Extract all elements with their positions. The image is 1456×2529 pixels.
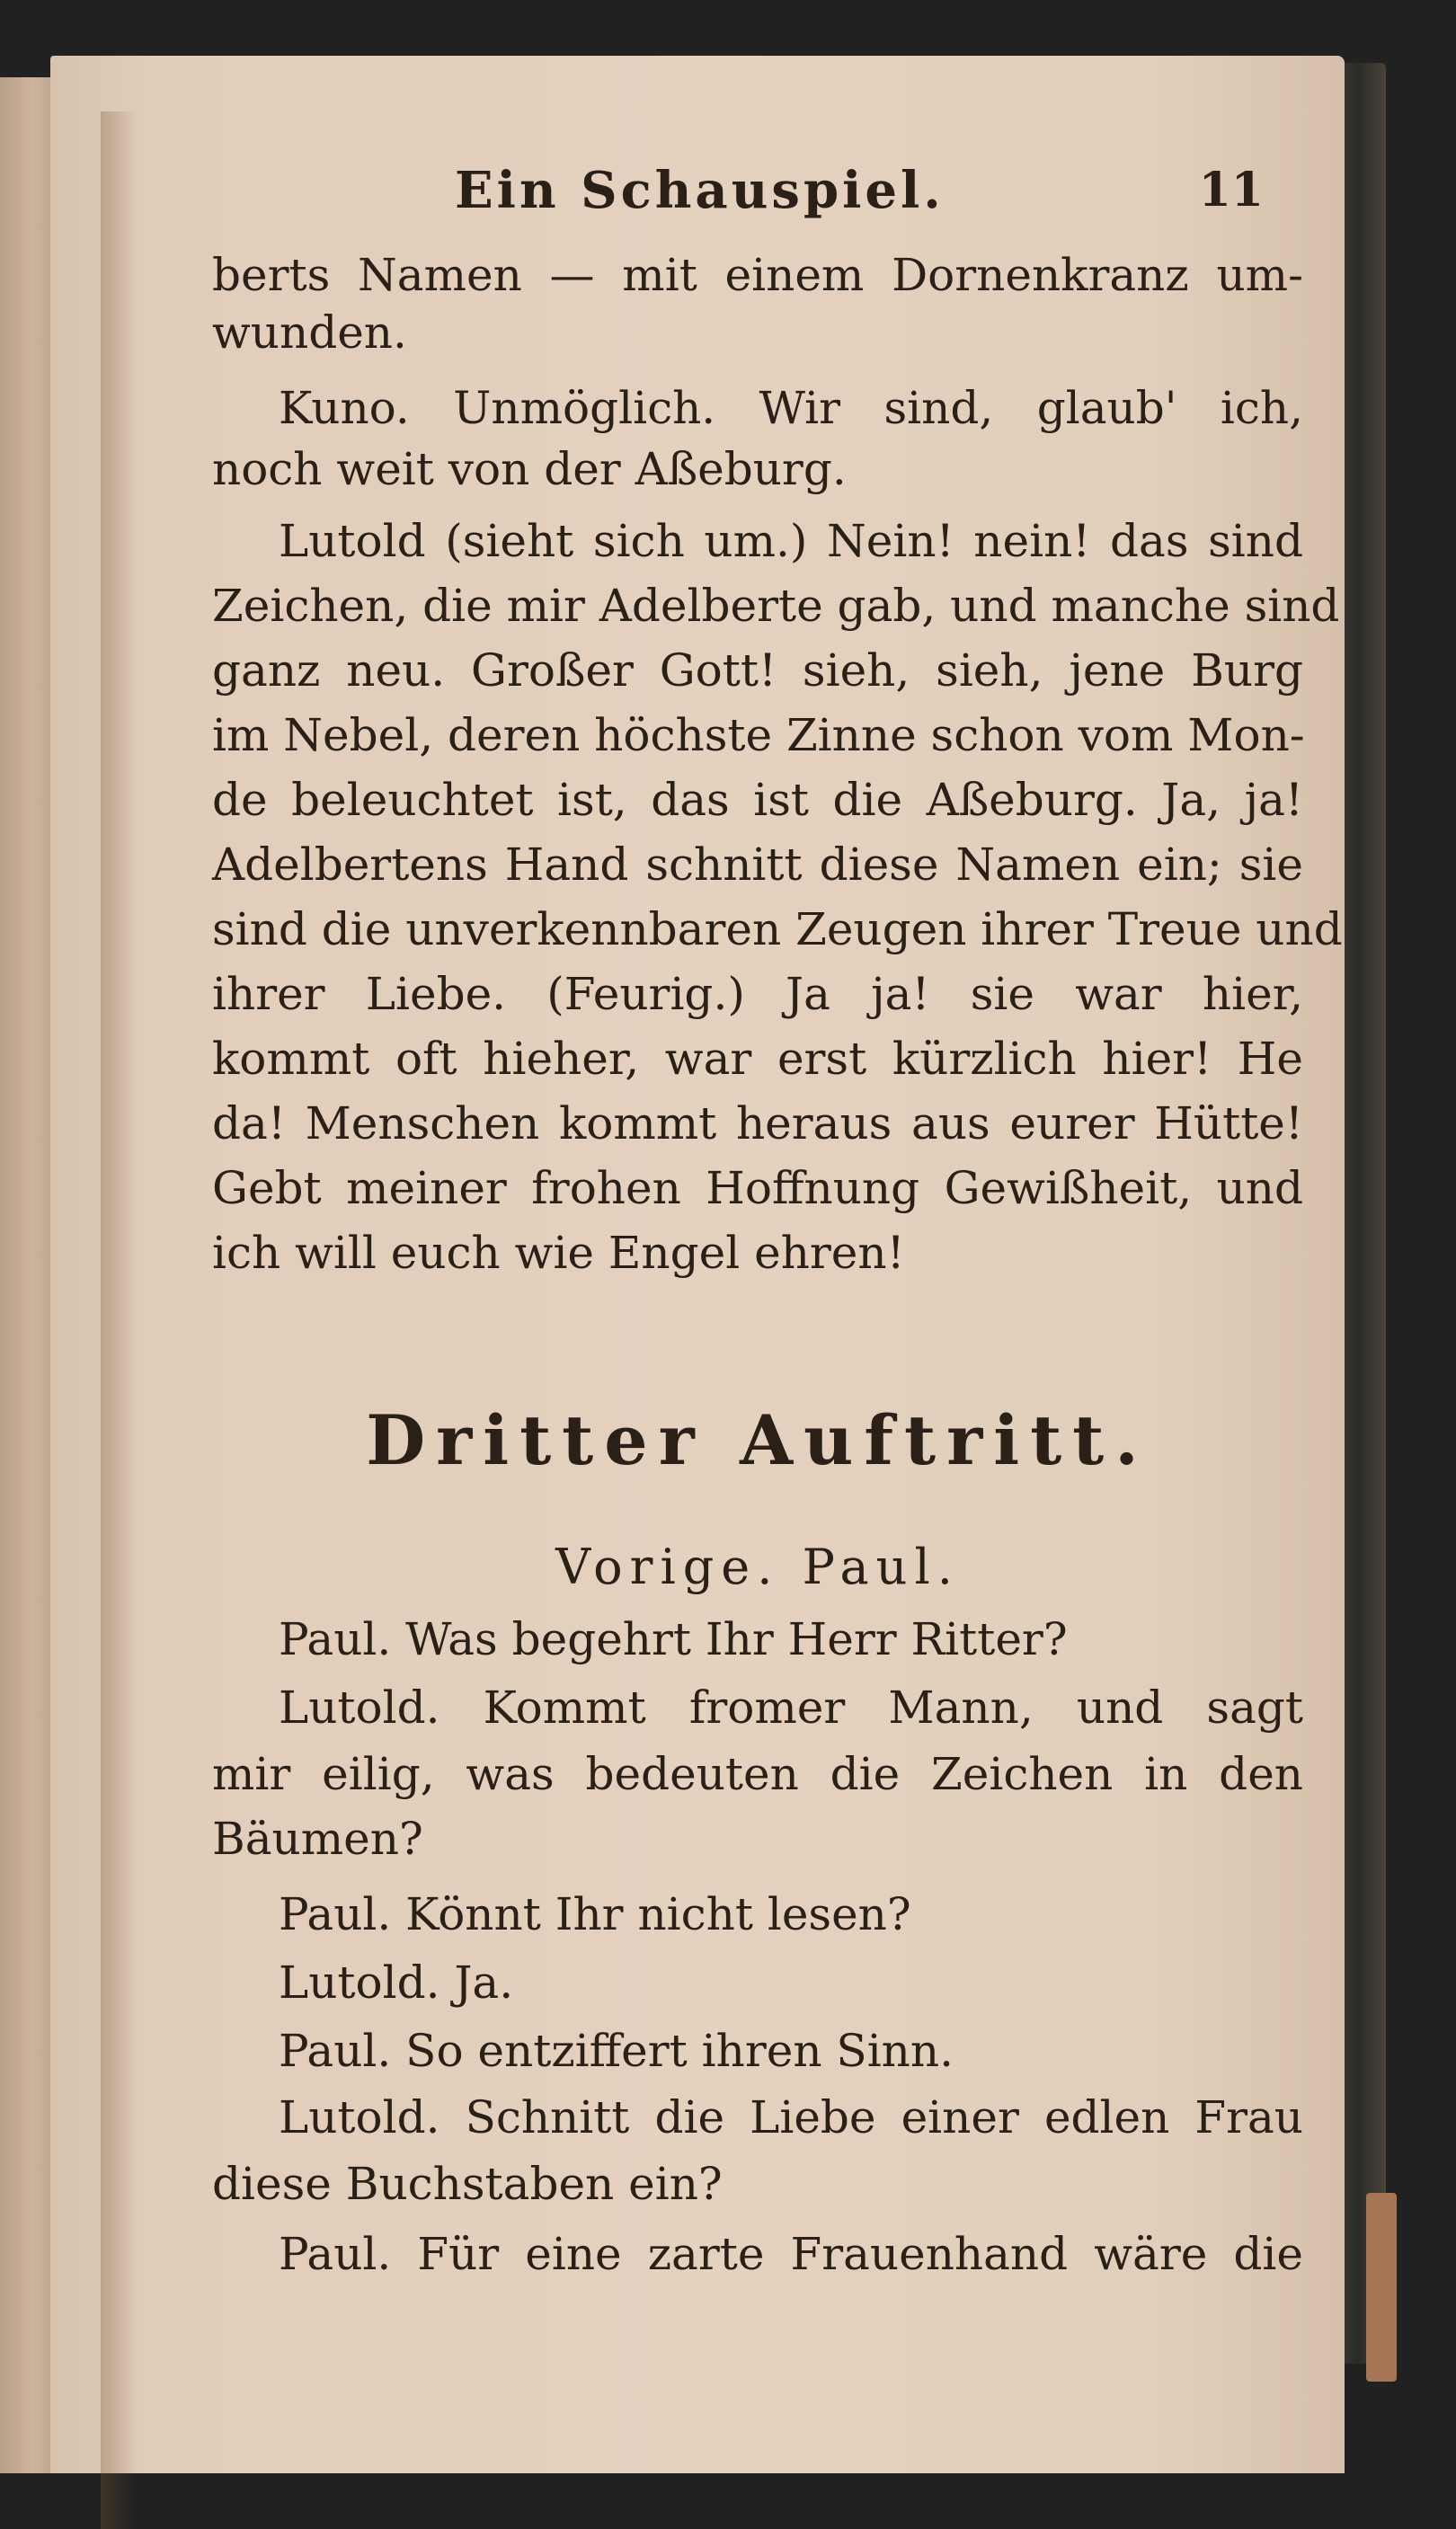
dialogue-line: Lutold. Ja. [279, 1957, 514, 2009]
scene-heading: Dritter Auftritt. [366, 1400, 1150, 1480]
dialogue-line: Paul. Könnt Ihr nicht lesen? [279, 1888, 911, 1940]
text-line: Kuno. Unmöglich. Wir sind, glaub' ich, [279, 382, 1303, 434]
dialogue-line: Lutold. Schnitt die Liebe einer edlen Frau [279, 2091, 1303, 2143]
text-line: Adelbertens Hand schnitt diese Namen ein; sie [212, 839, 1303, 891]
dialogue-line: diese Buchstaben ein? [212, 2158, 723, 2210]
dialogue-line: mir eilig, was bedeuten die Zeichen in den [212, 1748, 1303, 1800]
text-line: berts Namen — mit einem Dornenkranz um- [212, 249, 1303, 301]
page-text [50, 56, 1345, 2473]
text-line: kommt oft hieher, war erst kürzlich hier! He [212, 1033, 1303, 1085]
text-line: ich will euch wie Engel ehren! [212, 1227, 905, 1279]
running-title: Ein Schauspiel. [455, 161, 945, 220]
book-cover-edge [1339, 63, 1386, 2364]
text-line: Lutold (sieht sich um.) Nein! nein! das sind [279, 515, 1303, 567]
dialogue-line: Lutold. Kommt fromer Mann, und sagt [279, 1682, 1303, 1734]
cover-worn-corner [1366, 2193, 1397, 2382]
book-page [50, 56, 1345, 2473]
text-line: ihrer Liebe. (Feurig.) Ja ja! sie war hier, [212, 968, 1303, 1020]
dialogue-line: Bäumen? [212, 1813, 423, 1865]
dialogue-line: Paul. Was begehrt Ihr Herr Ritter? [279, 1613, 1068, 1665]
previous-page-edge [0, 77, 54, 2473]
scene-cast: Vorige. Paul. [555, 1539, 960, 1595]
text-line: wunden. [212, 306, 407, 359]
dialogue-line: Paul. Für eine zarte Frauenhand wäre die [279, 2228, 1303, 2280]
dialogue-line: Paul. So entziffert ihren Sinn. [279, 2025, 954, 2077]
text-line: im Nebel, deren höchste Zinne schon vom Mon- [212, 709, 1305, 761]
page-number: 11 [1198, 163, 1264, 217]
text-line: da! Menschen kommt heraus aus eurer Hütte! [212, 1097, 1303, 1149]
text-line: Zeichen, die mir Adelberte gab, und manche sind [212, 580, 1340, 632]
text-line: ganz neu. Großer Gott! sieh, sieh, jene Burg [212, 644, 1303, 697]
text-line: sind die unverkennbaren Zeugen ihrer Treue und [212, 903, 1343, 955]
text-line: de beleuchtet ist, das ist die Aßeburg. Ja, ja! [212, 774, 1303, 826]
text-line: Gebt meiner frohen Hoffnung Gewißheit, und [212, 1162, 1303, 1214]
text-line: noch weit von der Aßeburg. [212, 443, 847, 495]
